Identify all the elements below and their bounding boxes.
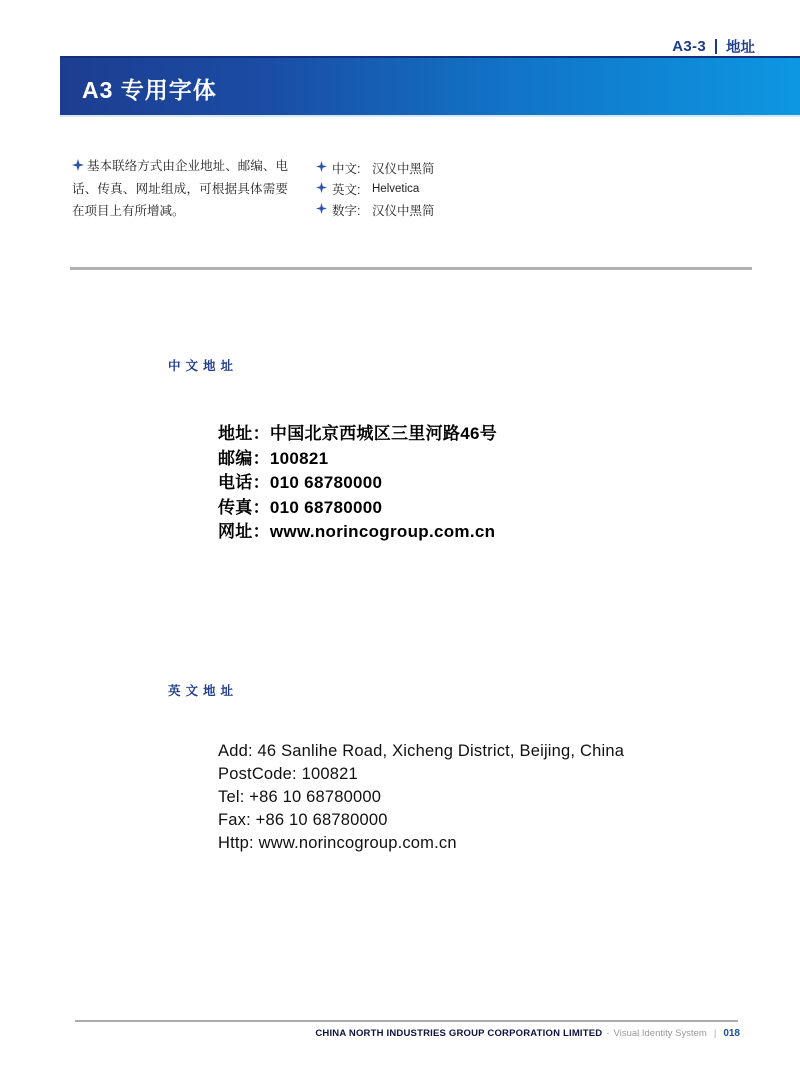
four-pointed-star-icon (316, 180, 327, 198)
page-label (672, 36, 755, 57)
footer-company-name: CHINA NORTH INDUSTRIES GROUP CORPORATION LIMITED (315, 1028, 603, 1039)
address-line: PostCode: 100821 (218, 765, 358, 783)
font-specs-list (316, 157, 435, 220)
english-address-block (218, 740, 624, 855)
footer-divider-line (75, 1020, 738, 1022)
chinese-address-heading: 中文地址 (168, 359, 239, 373)
address-line: Fax: +86 10 68780000 (218, 811, 388, 829)
address-line: 传真：010 68780000 (218, 497, 383, 517)
four-pointed-star-icon (316, 159, 327, 177)
section-header-bar (60, 56, 800, 117)
font-spec-row-chinese (316, 157, 435, 178)
font-spec-value: 汉仪中黑简 (372, 161, 435, 176)
intro-text: 基本联络方式由企业地址、邮编、电话、传真、网址组成，可根据具体需要在项目上有所增减。 (72, 159, 288, 218)
address-line: 地址：中国北京西城区三里河路46号 (218, 424, 498, 443)
footer-system-label: Visual Identity System (613, 1028, 707, 1039)
font-spec-value: Helvetica (372, 182, 420, 195)
address-line: Tel: +86 10 68780000 (218, 788, 382, 806)
four-pointed-star-icon (72, 156, 84, 178)
font-spec-label: 英文: (332, 182, 361, 197)
section-title: A3 专用字体 (82, 77, 217, 103)
address-line: Http: www.norincogroup.com.cn (218, 834, 457, 852)
footer-page-number: 018 (723, 1028, 740, 1039)
chinese-address-block (218, 422, 497, 545)
font-spec-row-numeral (316, 199, 435, 220)
page-label-divider (715, 39, 717, 54)
page-code: A3-3 (672, 38, 706, 55)
address-line: 邮编：100821 (218, 448, 329, 468)
footer-pipe-separator: | (713, 1028, 717, 1039)
font-spec-row-english (316, 178, 435, 199)
four-pointed-star-icon (316, 201, 327, 219)
font-spec-label: 中文: (332, 161, 361, 176)
font-spec-value: 汉仪中黑简 (372, 203, 435, 218)
footer-dot-separator: · (606, 1028, 610, 1039)
font-spec-label: 数字: (332, 203, 361, 218)
intro-paragraph (72, 155, 288, 222)
content-divider-line (70, 267, 752, 270)
english-address-heading: 英文地址 (168, 684, 239, 698)
page-topic: 地址 (726, 40, 755, 56)
address-line: 电话：010 68780000 (218, 473, 383, 492)
address-line: Add: 46 Sanlihe Road, Xicheng District, Beijing, China (218, 742, 625, 760)
footer (315, 1028, 740, 1039)
address-line: 网址：www.norincogroup.com.cn (218, 522, 496, 541)
